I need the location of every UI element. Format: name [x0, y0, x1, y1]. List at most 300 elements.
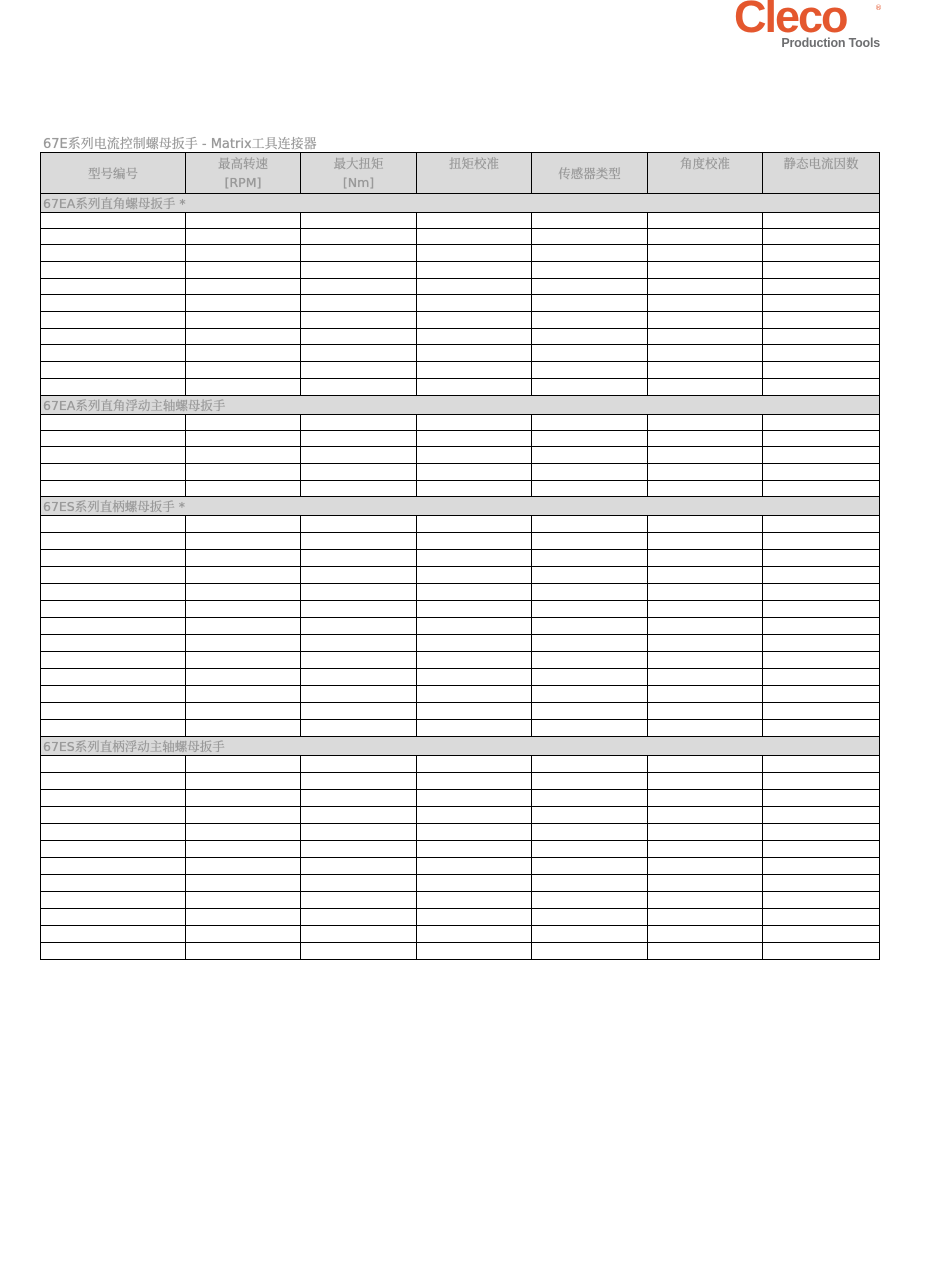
table-cell — [301, 618, 417, 635]
table-cell — [648, 245, 763, 262]
table-cell — [417, 618, 532, 635]
table-cell — [532, 245, 648, 262]
table-cell — [186, 431, 301, 447]
table-cell — [648, 584, 763, 601]
table-cell — [417, 892, 532, 909]
table-cell — [532, 618, 648, 635]
table-cell — [763, 312, 880, 329]
table-cell — [532, 447, 648, 464]
table-row — [41, 345, 880, 362]
table-cell — [41, 773, 186, 790]
table-cell — [417, 279, 532, 295]
table-cell — [763, 481, 880, 497]
table-cell — [763, 464, 880, 481]
cleco-logo — [734, 0, 884, 52]
table-cell — [532, 481, 648, 497]
table-cell — [186, 618, 301, 635]
table-row — [41, 415, 880, 431]
table-row — [41, 362, 880, 379]
table-cell — [763, 909, 880, 926]
table-cell — [41, 481, 186, 497]
table-cell — [763, 841, 880, 858]
table-cell — [648, 824, 763, 841]
table-cell — [417, 567, 532, 584]
table-cell — [186, 262, 301, 279]
table-cell — [417, 635, 532, 652]
table-cell — [186, 550, 301, 567]
table-cell — [532, 773, 648, 790]
table-cell — [648, 345, 763, 362]
table-cell — [648, 943, 763, 960]
table-cell — [41, 229, 186, 245]
table-cell — [417, 686, 532, 703]
table-cell — [532, 312, 648, 329]
table-cell — [532, 550, 648, 567]
table-cell — [417, 858, 532, 875]
table-cell — [301, 943, 417, 960]
table-cell — [301, 926, 417, 943]
table-cell — [532, 703, 648, 720]
table-cell — [532, 790, 648, 807]
table-row — [41, 516, 880, 533]
col-header-max-torque: 最大扭矩 [Nm] — [301, 153, 417, 194]
table-cell — [532, 635, 648, 652]
table-cell — [186, 379, 301, 396]
header-row — [41, 153, 880, 194]
table-cell — [186, 415, 301, 431]
table-cell — [763, 807, 880, 824]
table-cell — [532, 464, 648, 481]
table-cell — [41, 447, 186, 464]
table-cell — [648, 464, 763, 481]
table-cell — [41, 669, 186, 686]
table-cell — [532, 926, 648, 943]
table-cell — [763, 431, 880, 447]
table-cell — [41, 841, 186, 858]
table-cell — [417, 481, 532, 497]
table-cell — [763, 875, 880, 892]
table-cell — [186, 943, 301, 960]
col-header-model-number: 型号编号 — [41, 153, 186, 194]
table-cell — [417, 312, 532, 329]
table-cell — [763, 943, 880, 960]
table-cell — [301, 756, 417, 773]
table-cell — [763, 362, 880, 379]
table-row — [41, 652, 880, 669]
table-cell — [301, 875, 417, 892]
table-cell — [186, 213, 301, 229]
table-cell — [41, 295, 186, 312]
table-cell — [301, 379, 417, 396]
section-label: 67EA系列直角浮动主轴螺母扳手 — [41, 396, 880, 415]
table-cell — [301, 245, 417, 262]
table-cell — [417, 773, 532, 790]
table-row — [41, 601, 880, 618]
table-cell — [417, 807, 532, 824]
table-cell — [763, 756, 880, 773]
table-cell — [532, 415, 648, 431]
table-cell — [532, 807, 648, 824]
table-cell — [41, 601, 186, 618]
table-row — [41, 858, 880, 875]
table-cell — [648, 415, 763, 431]
table-cell — [417, 431, 532, 447]
table-cell — [417, 584, 532, 601]
table-cell — [186, 720, 301, 737]
table-cell — [648, 720, 763, 737]
page-title: 67E系列电流控制螺母扳手 - Matrix工具连接器 — [43, 137, 317, 152]
table-cell — [648, 431, 763, 447]
table-cell — [417, 213, 532, 229]
table-cell — [763, 415, 880, 431]
table-cell — [648, 909, 763, 926]
table-cell — [301, 329, 417, 345]
table-cell — [417, 720, 532, 737]
table-cell — [763, 720, 880, 737]
table-cell — [301, 262, 417, 279]
table-cell — [41, 943, 186, 960]
table-cell — [763, 635, 880, 652]
table-row — [41, 635, 880, 652]
table-cell — [648, 926, 763, 943]
table-cell — [532, 279, 648, 295]
table-cell — [301, 464, 417, 481]
table-row — [41, 550, 880, 567]
table-cell — [417, 943, 532, 960]
table-cell — [301, 415, 417, 431]
table-cell — [532, 584, 648, 601]
table-cell — [648, 892, 763, 909]
table-cell — [301, 841, 417, 858]
table-cell — [648, 213, 763, 229]
table-cell — [301, 312, 417, 329]
table-cell — [301, 824, 417, 841]
section-row — [41, 497, 880, 516]
table-cell — [532, 262, 648, 279]
table-cell — [532, 229, 648, 245]
table-cell — [417, 790, 532, 807]
table-cell — [186, 584, 301, 601]
table-cell — [41, 703, 186, 720]
table-cell — [41, 909, 186, 926]
table-row — [41, 312, 880, 329]
table-row — [41, 669, 880, 686]
table-cell — [417, 379, 532, 396]
table-row — [41, 703, 880, 720]
table-cell — [648, 875, 763, 892]
table-cell — [186, 245, 301, 262]
table-cell — [301, 652, 417, 669]
table-row — [41, 807, 880, 824]
table-cell — [417, 245, 532, 262]
section-label: 67ES系列直柄浮动主轴螺母扳手 — [41, 737, 880, 756]
table-cell — [186, 703, 301, 720]
table-cell — [532, 295, 648, 312]
registered-mark: ® — [875, 4, 882, 12]
table-cell — [41, 926, 186, 943]
table-cell — [41, 279, 186, 295]
table-cell — [301, 790, 417, 807]
col-header-max-speed: 最高转速 [RPM] — [186, 153, 301, 194]
table-cell — [417, 262, 532, 279]
table-cell — [186, 447, 301, 464]
table-cell — [186, 635, 301, 652]
table-cell — [763, 926, 880, 943]
table-cell — [301, 229, 417, 245]
table-cell — [301, 892, 417, 909]
table-cell — [301, 773, 417, 790]
table-row — [41, 841, 880, 858]
table-cell — [186, 329, 301, 345]
table-cell — [763, 669, 880, 686]
table-cell — [41, 686, 186, 703]
table-row — [41, 773, 880, 790]
table-cell — [41, 345, 186, 362]
table-cell — [763, 601, 880, 618]
table-cell — [186, 362, 301, 379]
table-cell — [41, 431, 186, 447]
table-cell — [301, 481, 417, 497]
section-row — [41, 737, 880, 756]
table-cell — [186, 892, 301, 909]
table-cell — [763, 329, 880, 345]
table-cell — [41, 720, 186, 737]
table-cell — [301, 858, 417, 875]
table-cell — [763, 213, 880, 229]
table-cell — [417, 703, 532, 720]
table-cell — [417, 909, 532, 926]
table-cell — [532, 669, 648, 686]
table-cell — [417, 550, 532, 567]
table-cell — [648, 229, 763, 245]
table-cell — [532, 379, 648, 396]
table-cell — [301, 431, 417, 447]
table-row — [41, 262, 880, 279]
table-cell — [763, 703, 880, 720]
table-cell — [186, 295, 301, 312]
table-cell — [301, 720, 417, 737]
table-cell — [417, 447, 532, 464]
table-cell — [41, 262, 186, 279]
table-cell — [301, 550, 417, 567]
logo-subtitle: Production Tools — [781, 36, 880, 50]
table-cell — [301, 686, 417, 703]
table-cell — [763, 379, 880, 396]
section-label: 67ES系列直柄螺母扳手 * — [41, 497, 880, 516]
table-cell — [301, 295, 417, 312]
table-cell — [532, 362, 648, 379]
table-row — [41, 584, 880, 601]
table-cell — [186, 824, 301, 841]
table-cell — [532, 756, 648, 773]
table-cell — [648, 703, 763, 720]
table-cell — [532, 824, 648, 841]
table-row — [41, 943, 880, 960]
table-cell — [186, 756, 301, 773]
table-row — [41, 213, 880, 229]
table-cell — [186, 464, 301, 481]
table-cell — [41, 312, 186, 329]
table-cell — [648, 601, 763, 618]
table-cell — [186, 669, 301, 686]
table-cell — [532, 431, 648, 447]
table-cell — [648, 790, 763, 807]
table-cell — [648, 618, 763, 635]
table-cell — [186, 875, 301, 892]
table-cell — [648, 379, 763, 396]
table-cell — [763, 229, 880, 245]
table-cell — [763, 279, 880, 295]
table-cell — [41, 362, 186, 379]
table-cell — [532, 345, 648, 362]
table-cell — [417, 875, 532, 892]
table-cell — [648, 635, 763, 652]
table-cell — [417, 345, 532, 362]
table-cell — [41, 652, 186, 669]
table-cell — [301, 669, 417, 686]
table-cell — [532, 943, 648, 960]
table-cell — [763, 773, 880, 790]
table-cell — [301, 362, 417, 379]
table-cell — [648, 329, 763, 345]
col-header-sensor-type: 传感器类型 — [532, 153, 648, 194]
table-cell — [532, 909, 648, 926]
table-cell — [41, 516, 186, 533]
table-cell — [186, 686, 301, 703]
table-cell — [532, 652, 648, 669]
table-cell — [417, 533, 532, 550]
table-row — [41, 447, 880, 464]
table-cell — [41, 245, 186, 262]
table-row — [41, 618, 880, 635]
table-body — [41, 194, 880, 960]
spec-table — [40, 152, 880, 960]
table-cell — [417, 824, 532, 841]
table-cell — [532, 841, 648, 858]
table-cell — [41, 379, 186, 396]
table-row — [41, 756, 880, 773]
table-cell — [417, 229, 532, 245]
section-label: 67EA系列直角螺母扳手 * — [41, 194, 880, 213]
table-cell — [417, 415, 532, 431]
table-row — [41, 567, 880, 584]
table-cell — [763, 567, 880, 584]
table-cell — [648, 550, 763, 567]
table-cell — [186, 790, 301, 807]
table-cell — [763, 686, 880, 703]
table-cell — [763, 790, 880, 807]
table-cell — [763, 892, 880, 909]
table-cell — [648, 567, 763, 584]
table-cell — [41, 584, 186, 601]
table-cell — [186, 652, 301, 669]
col-header-static-current-factor: 静态电流因数 — [763, 153, 880, 194]
table-cell — [763, 516, 880, 533]
table-cell — [532, 875, 648, 892]
table-cell — [301, 345, 417, 362]
table-row — [41, 875, 880, 892]
table-cell — [648, 756, 763, 773]
table-cell — [301, 279, 417, 295]
table-cell — [186, 229, 301, 245]
table-cell — [186, 926, 301, 943]
table-cell — [648, 807, 763, 824]
table-cell — [763, 262, 880, 279]
table-cell — [532, 601, 648, 618]
table-cell — [648, 773, 763, 790]
table-cell — [648, 279, 763, 295]
table-cell — [763, 858, 880, 875]
table-cell — [417, 295, 532, 312]
table-cell — [41, 213, 186, 229]
table-cell — [301, 635, 417, 652]
table-cell — [41, 790, 186, 807]
table-cell — [301, 567, 417, 584]
table-cell — [41, 464, 186, 481]
table-cell — [532, 213, 648, 229]
table-cell — [417, 329, 532, 345]
table-cell — [186, 279, 301, 295]
table-row — [41, 279, 880, 295]
table-cell — [301, 807, 417, 824]
table-cell — [648, 858, 763, 875]
table-cell — [41, 415, 186, 431]
table-cell — [41, 635, 186, 652]
table-cell — [417, 926, 532, 943]
table-cell — [301, 703, 417, 720]
table-row — [41, 329, 880, 345]
table-cell — [41, 618, 186, 635]
table-cell — [417, 516, 532, 533]
table-cell — [648, 533, 763, 550]
table-cell — [532, 516, 648, 533]
table-cell — [186, 516, 301, 533]
table-cell — [41, 329, 186, 345]
table-cell — [532, 720, 648, 737]
table-cell — [532, 858, 648, 875]
table-cell — [186, 909, 301, 926]
table-cell — [648, 362, 763, 379]
table-cell — [532, 329, 648, 345]
table-row — [41, 245, 880, 262]
table-cell — [648, 686, 763, 703]
table-cell — [301, 516, 417, 533]
table-cell — [417, 464, 532, 481]
table-cell — [763, 550, 880, 567]
table-row — [41, 909, 880, 926]
table-cell — [301, 601, 417, 618]
table-row — [41, 892, 880, 909]
table-cell — [186, 773, 301, 790]
table-cell — [417, 669, 532, 686]
table-cell — [41, 824, 186, 841]
table-cell — [417, 362, 532, 379]
table-row — [41, 481, 880, 497]
table-cell — [763, 295, 880, 312]
table-cell — [763, 447, 880, 464]
table-cell — [648, 669, 763, 686]
table-cell — [186, 858, 301, 875]
table-cell — [186, 601, 301, 618]
table-row — [41, 431, 880, 447]
table-cell — [41, 756, 186, 773]
table-cell — [532, 892, 648, 909]
table-row — [41, 926, 880, 943]
table-cell — [41, 533, 186, 550]
table-cell — [41, 875, 186, 892]
table-cell — [41, 567, 186, 584]
table-cell — [301, 213, 417, 229]
